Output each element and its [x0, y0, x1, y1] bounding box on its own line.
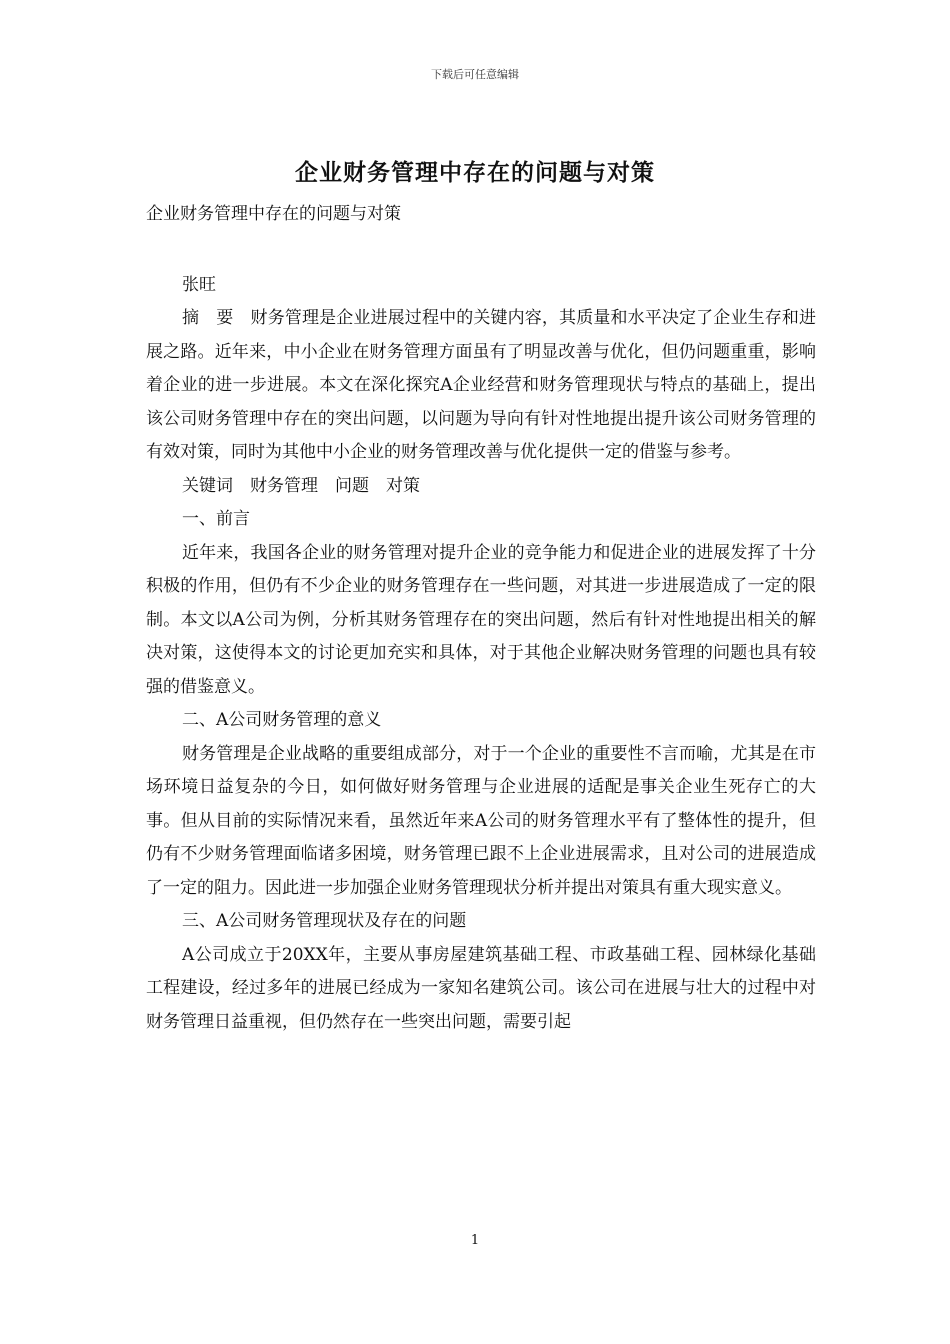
author-name: 张旺 [182, 274, 216, 295]
section-paragraph-1: 近年来，我国各企业的财务管理对提升企业的竞争能力和促进企业的进展发挥了十分积极的作用，但仍有不少企业的财务管理存在一些问题，对其进一步进展造成了一定的限制。本文以A公司为例，分析其财务管理存在的突出问题，然后有针对性地提出相关的解决对策，这使得本文的讨论更加充实和具体，对于其他企业解决财务管理的问题也具有较强的借鉴意义。 [146, 542, 816, 697]
spacer [146, 232, 816, 269]
document-body [146, 198, 816, 1039]
abstract-paragraph: 摘 要 财务管理是企业进展过程中的关键内容，其质量和水平决定了企业生存和进展之路。近年来，中小企业在财务管理方面虽有了明显改善与优化，但仍问题重重，影响着企业的进一步进展。本文在深化探究A企业经营和财务管理现状与特点的基础上，提出该公司财务管理中存在的突出问题，以问题为导向有针对性地提出提升该公司财务管理的有效对策，同时为其他中小企业的财务管理改善与优化提供一定的借鉴与参考。 [146, 308, 816, 462]
section-heading-3: 三、A公司财务管理现状及存在的问题 [182, 911, 467, 931]
header-note: 下载后可任意编辑 [431, 68, 519, 81]
section-heading-2: 二、A公司财务管理的意义 [182, 710, 382, 730]
page-title: 企业财务管理中存在的问题与对策 [295, 159, 655, 186]
keywords-line: 关键词 财务管理 问题 对策 [182, 475, 420, 496]
section-heading-1: 一、前言 [182, 509, 250, 529]
page-number: 1 [470, 1233, 480, 1248]
section-paragraph-2: 财务管理是企业战略的重要组成部分，对于一个企业的重要性不言而喻，尤其是在市场环境日益复杂的今日，如何做好财务管理与企业进展的适配是事关企业生死存亡的大事。但从目前的实际情况来看，虽然近年来A公司的财务管理水平有了整体性的提升，但仍有不少财务管理面临诸多困境，财务管理已跟不上企业进展需求，且对公司的进展造成了一定的阻力。因此进一步加强企业财务管理现状分析并提出对策具有重大现实意义。 [146, 743, 816, 898]
section-paragraph-3: A公司成立于20XX年，主要从事房屋建筑基础工程、市政基础工程、园林绿化基础工程建设，经过多年的进展已经成为一家知名建筑公司。该公司在进展与壮大的过程中对财务管理日益重视，但仍然存在一些突出问题，需要引起 [146, 944, 816, 1032]
subtitle: 企业财务管理中存在的问题与对策 [146, 204, 401, 224]
